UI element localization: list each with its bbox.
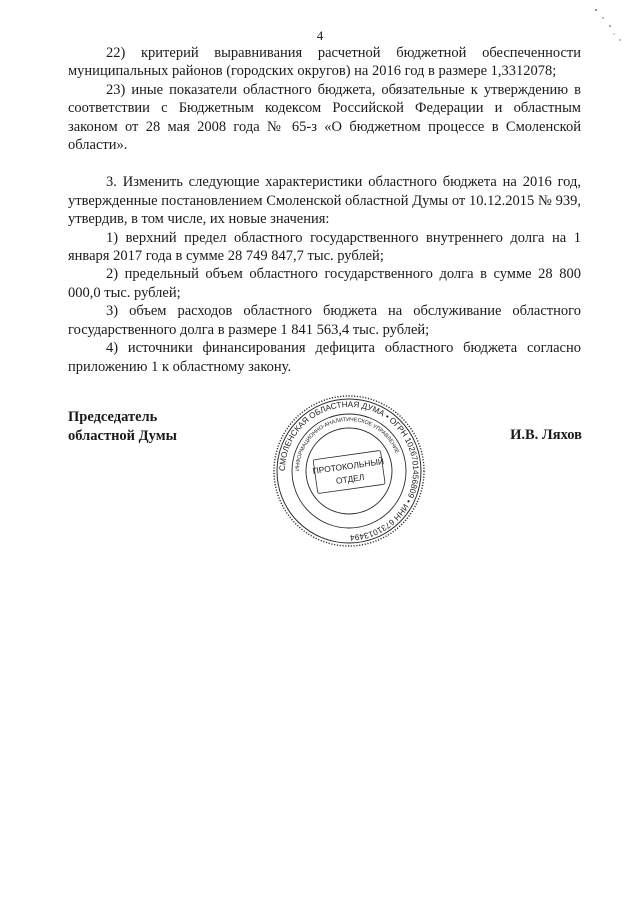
section-3-intro: 3. Изменить следующие характеристики областного бюджета на 2016 год, утвержденные постановлением Смоленской областной Думы от 10.12.2015 № 939, утвердив, в том числе, их новые значения:: [68, 174, 581, 228]
section-3-item-3: 3) объем расходов областного бюджета на обслуживание областного государственного долга в размере 1 841 563,4 тыс. рублей;: [68, 303, 581, 338]
signatory-title: [68, 408, 177, 445]
item-22: 22) критерий выравнивания расчетной бюджетной обеспеченности муниципальных районов (городских округов) на 2016 год в размере 1,3312078;: [68, 45, 581, 80]
page-number: 4: [316, 28, 324, 43]
section-3-item-4: 4) источники финансирования дефицита областного бюджета согласно приложению 1 к областному закону.: [68, 340, 581, 375]
signatory-title-line1: Председатель: [68, 409, 158, 425]
document-body: [68, 44, 581, 376]
seal-center-line2: ОТДЕЛ: [335, 471, 365, 486]
signatory-name: И.В. Ляхов: [510, 427, 582, 443]
official-seal: [271, 393, 427, 549]
signatory-title-line2: областной Думы: [68, 427, 177, 444]
section-3-item-1: 1) верхний предел областного государственного внутреннего долга на 1 января 2017 года в сумме 28 749 847,7 тыс. рублей;: [68, 229, 581, 265]
item-23: 23) иные показатели областного бюджета, обязательные к утверждению в соответствии с Бюджетным кодексом Российской Федерации и областным законом от 28 мая 2008 года № 65-з «О бюджетном процессе в Смоленской области».: [68, 81, 581, 154]
section-3-item-2: 2) предельный объем областного государственного долга в сумме 28 800 000,0 тыс. рублей;: [68, 266, 581, 301]
scan-specks: [590, 0, 640, 50]
seal-center-line1: ПРОТОКОЛЬНЫЙ: [311, 456, 385, 477]
seal-inner-ring-text: ИНФОРМАЦИОННО-АНАЛИТИЧЕСКОЕ УПРАВЛЕНИЕ: [294, 416, 400, 472]
seal-outer-ring-text: СМОЛЕНСКАЯ ОБЛАСТНАЯ ДУМА • ОГРН 1026701456809 • ИНН 6731013494: [277, 399, 421, 543]
